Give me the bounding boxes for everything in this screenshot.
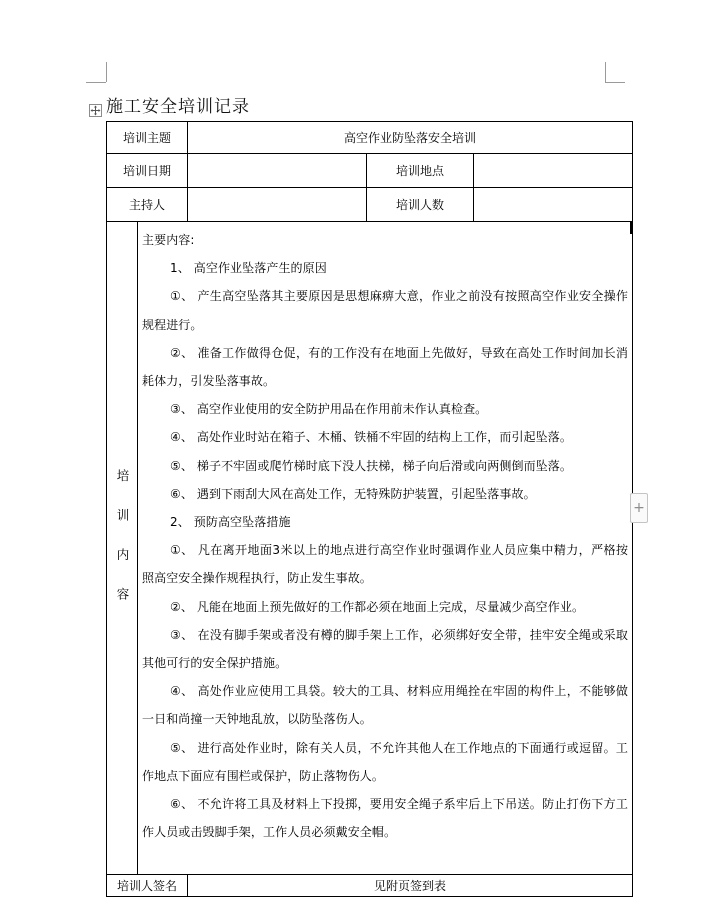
content-paragraph: ②、 准备工作做得仓促，有的工作没有在地面上先做好，导致在高处工作时间加长消耗体力，引发坠落事故。: [142, 345, 629, 389]
count-value[interactable]: [474, 188, 633, 222]
date-value[interactable]: [188, 154, 367, 188]
document-title: 施工安全培训记录: [106, 97, 250, 117]
count-label: 培训人数: [367, 188, 474, 222]
host-label: 主持人: [107, 188, 188, 222]
content-paragraph: ④、 高处作业应使用工具袋。较大的工具、材料应用绳拴在牢固的构件上，不能够做一日和尚撞一天钟地乱放，以防坠落伤人。: [142, 684, 629, 727]
content-paragraph: ①、 产生高空坠落其主要原因是思想麻痹大意，作业之前没有按照高空作业安全操作规程进行。: [142, 289, 629, 332]
content-label: 培训内容: [115, 469, 130, 627]
content-paragraph: 2、 预防高空坠落措施: [170, 515, 291, 530]
content-label-cell: [107, 222, 138, 875]
content-paragraph: ③、 高空作业使用的安全防护用品在作用前未作认真检查。: [170, 402, 488, 417]
content-paragraph: ①、 凡在离开地面3米以上的地点进行高空作业时强调作业人员应集中精力，严格按照高空安全操作规程执行，防止发生事故。: [142, 543, 629, 586]
content-paragraph: ③、 在没有脚手架或者没有樽的脚手架上工作，必须绑好安全带，挂牢安全绳或采取其他可行的安全保护措施。: [142, 627, 629, 671]
date-label: 培训日期: [107, 154, 188, 188]
sign-label: 培训人签名: [107, 875, 188, 897]
text-cursor: [630, 222, 632, 234]
content-paragraph: ②、 凡能在地面上预先做好的工作都必须在地面上完成，尽量减少高空作业。: [170, 599, 585, 614]
content-paragraph: ⑤、 进行高处作业时，除有关人员，不允许其他人在工作地点的下面通行或逗留。工作地点下面应有围栏或保护，防止落物伤人。: [142, 740, 629, 783]
topic-value[interactable]: 高空作业防坠落安全培训: [188, 122, 633, 154]
add-row-button[interactable]: +: [630, 493, 648, 523]
place-value[interactable]: [474, 154, 633, 188]
content-paragraph: ④、 高处作业时站在箱子、木桶、铁桶不牢固的结构上工作，而引起坠落。: [170, 430, 572, 445]
content-heading: 主要内容:: [142, 233, 195, 247]
place-label: 培训地点: [367, 154, 474, 188]
content-paragraph: ⑥、 不允许将工具及材料上下投掷，要用安全绳子系牢后上下吊送。防止打伤下方工作人员或击毁脚手架，工作人员必须戴安全帽。: [142, 797, 629, 840]
content-paragraph: 1、 高空作业坠落产生的原因: [170, 261, 327, 276]
content-cell[interactable]: [138, 222, 633, 875]
content-paragraph: ⑥、 遇到下雨刮大风在高处工作，无特殊防护装置，引起坠落事故。: [170, 486, 536, 501]
content-paragraph: ⑤、 梯子不牢固或爬竹梯时底下没人扶梯，梯子向后滑或向两侧倒而坠落。: [170, 458, 572, 473]
host-value[interactable]: [188, 188, 367, 222]
topic-label: 培训主题: [107, 122, 188, 154]
training-record-table: [106, 121, 632, 897]
content-lines: [142, 226, 628, 846]
sign-value[interactable]: 见附页签到表: [188, 875, 633, 897]
table-move-handle-icon[interactable]: [89, 104, 102, 117]
